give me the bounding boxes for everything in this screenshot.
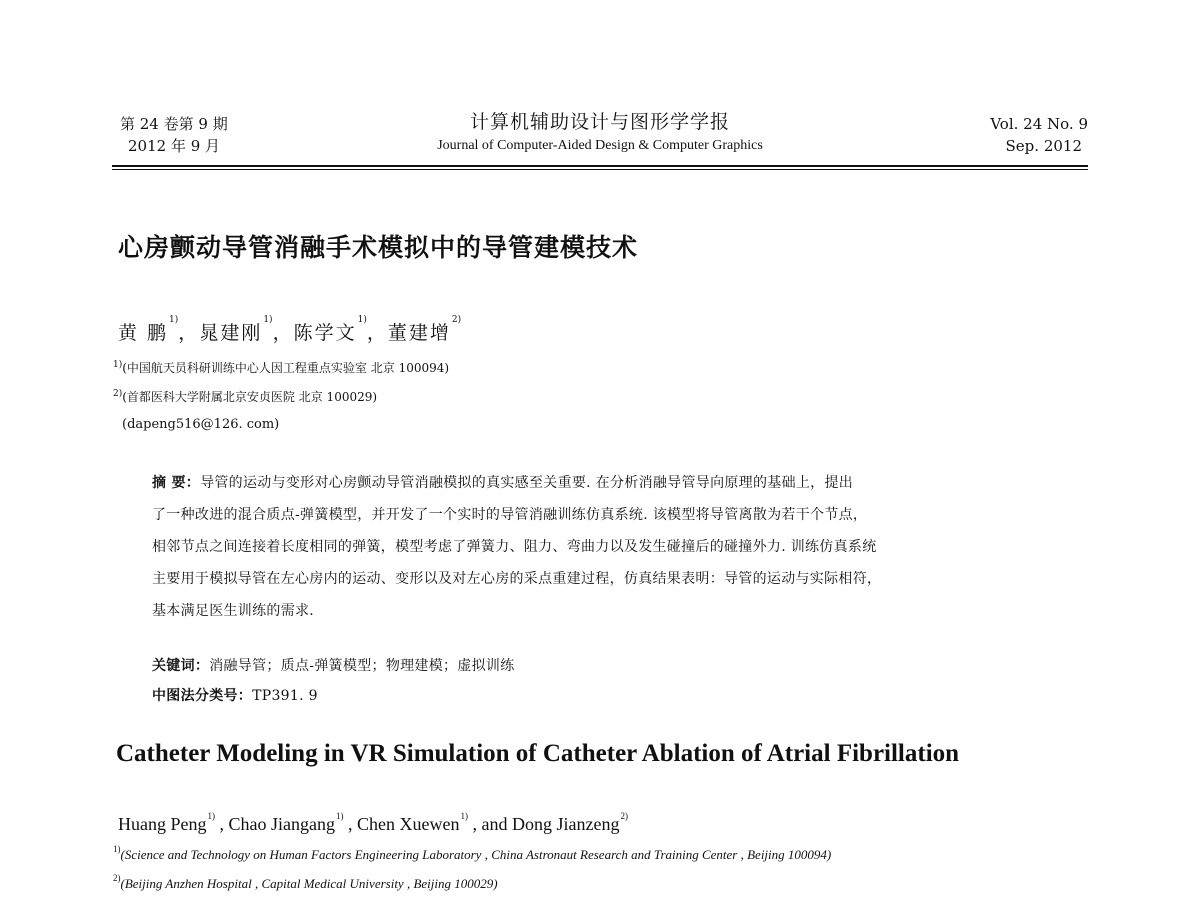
keywords-label: 关键词： xyxy=(152,658,210,674)
author-sep: , and xyxy=(467,814,512,834)
author-en: Dong Jianzeng xyxy=(511,814,620,834)
author-sup: 2) xyxy=(620,811,628,821)
date-cn: 2012 年 9 月 xyxy=(128,137,221,155)
author-sep: ， xyxy=(366,322,388,344)
author-sup: 1) xyxy=(460,811,468,821)
author-en: Chao Jiangang xyxy=(228,814,335,834)
author-cn: 黄 鹏 xyxy=(118,322,169,344)
affiliation-text: (中国航天员科研训练中心人因工程重点实验室 北京 100094) xyxy=(122,361,450,375)
affiliation-cn xyxy=(112,360,449,376)
abstract-label: 摘 要： xyxy=(152,475,201,491)
header-rule-thick xyxy=(112,165,1088,167)
author-sup: 1) xyxy=(335,811,344,821)
affiliation-text: (Beijing Anzhen Hospital , Capital Medical University , Beijing 100029) xyxy=(120,876,498,891)
author-sep: , xyxy=(215,814,229,834)
affiliation-en xyxy=(112,844,832,863)
volume-issue-cn: 第 24 卷第 9 期 xyxy=(120,115,228,133)
journal-title-en: Journal of Computer-Aided Design & Computer Graphics xyxy=(437,138,763,153)
author-sup: 1) xyxy=(169,315,179,325)
authors-en xyxy=(118,811,628,835)
classification xyxy=(152,686,318,706)
affiliation-mark: 2) xyxy=(113,873,121,883)
keywords-text: 消融导管；质点-弹簧模型；物理建模；虚拟训练 xyxy=(209,658,515,674)
author-en: Huang Peng xyxy=(118,814,207,834)
author-sep: ， xyxy=(178,322,200,344)
paper-title-cn: 心房颤动导管消融手术模拟中的导管建模技术 xyxy=(118,233,639,262)
abstract-line xyxy=(152,473,853,493)
paper-title-en: Catheter Modeling in VR Simulation of Catheter Ablation of Atrial Fibrillation xyxy=(116,740,960,767)
affiliation-mark: 1) xyxy=(113,844,121,854)
authors-cn xyxy=(118,315,462,345)
author-cn: 晁建刚 xyxy=(199,322,263,344)
author-en: Chen Xuewen xyxy=(356,814,460,834)
author-sep: ， xyxy=(272,322,294,344)
author-sep: , xyxy=(343,814,357,834)
author-sup: 1) xyxy=(357,315,367,325)
affiliation-mark: 2) xyxy=(113,389,123,399)
date-en: Sep. 2012 xyxy=(1005,137,1082,155)
keywords xyxy=(152,656,515,676)
author-sup: 1) xyxy=(207,811,215,821)
author-sup: 2) xyxy=(451,315,462,325)
affiliation-text: (Science and Technology on Human Factors Engineering Laboratory , China Astronaut Research and Training Center , Beijing 100094) xyxy=(120,847,832,862)
header-rule-thin xyxy=(112,169,1088,170)
affiliation-cn xyxy=(112,389,377,405)
author-sup: 1) xyxy=(263,315,273,325)
email: (dapeng516@126. com) xyxy=(122,417,280,432)
author-cn: 董建增 xyxy=(387,322,451,344)
abstract-text: 导管的运动与变形对心房颤动导管消融模拟的真实感至关重要. 在分析消融导管导向原理的基础上，提出 xyxy=(200,475,854,491)
volume-issue-en: Vol. 24 No. 9 xyxy=(990,115,1088,133)
classification-label: 中图法分类号： xyxy=(152,688,253,704)
journal-title-cn: 计算机辅助设计与图形学学报 xyxy=(469,111,730,133)
affiliation-text: (首都医科大学附属北京安贞医院 北京 100029) xyxy=(122,390,378,404)
abstract-line: 相邻节点之间连接着长度相同的弹簧，模型考虑了弹簧力、阻力、弯曲力以及发生碰撞后的碰撞外力. 训练仿真系统 xyxy=(152,539,877,555)
abstract-line: 基本满足医生训练的需求. xyxy=(152,603,315,619)
abstract-line: 了一种改进的混合质点-弹簧模型，并开发了一个实时的导管消融训练仿真系统. 该模型将导管离散为若干个节点， xyxy=(152,507,868,523)
abstract-line: 主要用于模拟导管在左心房内的运动、变形以及对左心房的采点重建过程，仿真结果表明：导管的运动与实际相符， xyxy=(152,571,882,587)
author-cn: 陈学文 xyxy=(293,322,357,344)
classification-text: TP391. 9 xyxy=(252,688,318,704)
affiliation-en xyxy=(112,873,498,892)
affiliation-mark: 1) xyxy=(113,360,123,370)
